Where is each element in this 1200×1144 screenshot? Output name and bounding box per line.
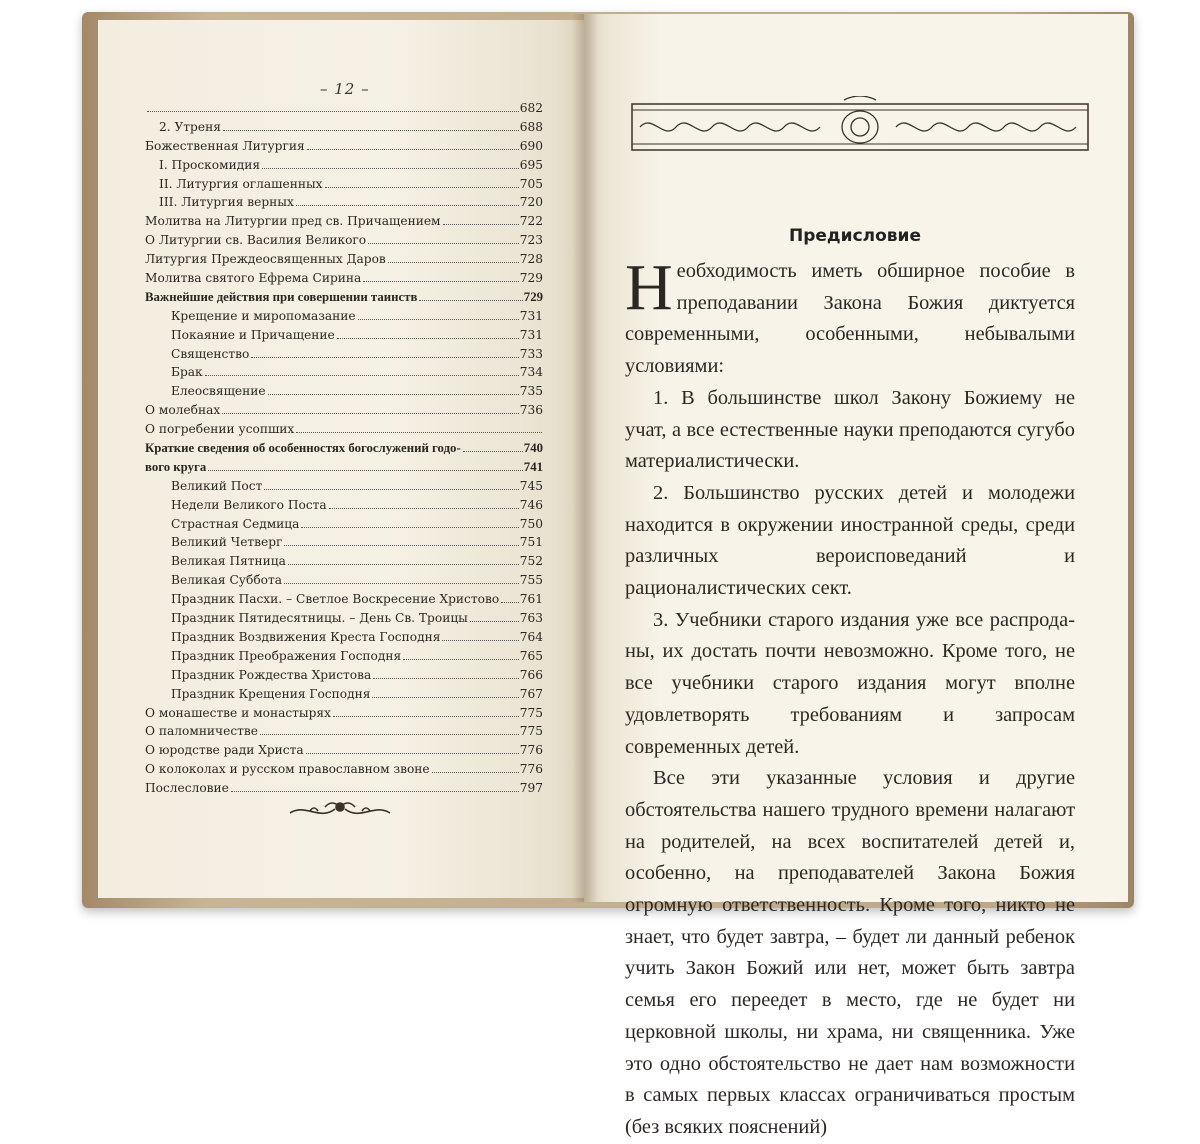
toc-entry-title: Праздник Крещения Господня [171,686,371,701]
toc-leader-dots [329,508,519,509]
ornamental-headband-icon [630,96,1090,156]
toc-entry-page: 723 [519,233,543,248]
toc-entry [145,309,543,328]
toc-entry-page: 776 [519,743,543,758]
toc-entry-title: III. Литургия верных [159,195,294,210]
toc-entry [145,668,543,687]
toc-leader-dots [432,772,519,773]
section-heading: Предисловие [789,226,921,246]
toc-entry [145,422,543,441]
toc-leader-dots [307,149,519,150]
toc-leader-dots [373,678,518,679]
preface-paragraph-2: 1. В большинстве школ Закону Божиему не учат, а все естественные науки преподаются сугубо материалистически. [625,386,1075,473]
toc-entry-title: I. Проскомидия [159,157,261,172]
toc-entry-title: Великая Пятница [171,554,286,569]
toc-entry [145,498,543,517]
toc-leader-dots [268,394,519,395]
toc-entry [145,687,543,706]
toc-entry-title: Праздник Рождества Христова [171,667,372,682]
toc-entry-page: 741 [523,459,543,474]
toc-leader-dots [284,583,519,584]
toc-entry-page: 736 [519,403,543,418]
toc-leader-dots [260,734,519,735]
toc-entry [145,479,543,498]
toc-entry-title: вого круга [145,459,207,474]
toc-entry-page: 775 [519,724,543,739]
toc-entry [145,649,543,668]
toc-leader-dots [296,205,519,206]
toc-entry-page: 776 [519,762,543,777]
preface-paragraph-3: 2. Большинство русских детей и молодежи находится в окружении иностранной среды, среди различных вероисповеданий и рационалистических сект. [625,481,1075,600]
toc-entry-page: 688 [519,119,543,134]
toc-entry-title: Священство [171,346,250,361]
toc-entry-title: Праздник Пятидесятницы. – День Св. Троицы [171,611,468,626]
toc-leader-dots [368,243,519,244]
toc-entry [145,460,543,479]
preface-paragraph-4: 3. Учебники старого издания уже все распроданы, их достать почти невозможно. Кроме того, не все учебники старого издания могут вполне удовлетворять требованиям и запросам современных детей. [625,608,1075,758]
toc-entry [145,158,543,177]
toc-entry [145,101,543,120]
toc-entry-title: Важнейшие действия при совершении таинств [145,289,418,304]
toc-entry-title: Молитва святого Ефрема Сирина [145,271,362,286]
toc-entry [145,271,543,290]
toc-entry-title: Великая Суббота [171,573,282,588]
toc-entry-title: О колоколах и русском православном звоне [145,762,430,777]
toc-entry-page: 729 [523,289,543,304]
toc-entry [145,233,543,252]
toc-entry [145,365,543,384]
toc-entry [145,441,543,460]
toc-entry-page: 731 [519,308,543,323]
toc-entry-title: Послесловие [145,781,229,796]
toc-entry-page: 728 [519,252,543,267]
toc-entry-title: О монашестве и монастырях [145,705,331,720]
toc-leader-dots [251,357,518,358]
toc-entry [145,535,543,554]
toc-entry-title: О молебнах [145,403,221,418]
toc-entry [145,403,543,422]
toc-entry-page: 751 [519,535,543,550]
toc-leader-dots [264,489,518,490]
toc-entry [145,706,543,725]
toc-leader-dots [231,791,519,792]
toc-entry-title: Страстная Седмица [171,516,300,531]
toc-entry-title: Елеосвящение [171,384,266,399]
toc-entry [145,120,543,139]
table-of-contents [145,101,543,800]
toc-entry [145,724,543,743]
preface-paragraph-1: Необходимость иметь обширное пособие в преподавании Закона Божия диктуется современными, особенными, небывалыми условиями: [625,251,1075,378]
toc-leader-dots [262,168,519,169]
toc-entry-title: О паломничестве [145,724,258,739]
toc-entry-title: Великий Пост [171,478,263,493]
toc-entry-title: Литургия Преждеосвященных Даров [145,252,386,267]
toc-leader-dots [337,338,519,339]
toc-entry-page: 720 [519,195,543,210]
toc-entry [145,252,543,271]
toc-leader-dots [388,262,519,263]
toc-entry-page: 775 [519,705,543,720]
toc-leader-dots [205,375,519,376]
toc-entry-title: Великий Четверг [171,535,283,550]
toc-leader-dots [443,224,519,225]
toc-entry-title: 2. Утреня [159,119,221,134]
toc-entry [145,554,543,573]
toc-entry-title: Божественная Литургия [145,138,305,153]
toc-entry-page: 745 [519,478,543,493]
toc-entry-title: Краткие сведения об особенностях богослужений годо- [145,441,461,456]
toc-leader-dots [403,659,519,660]
toc-leader-dots [325,187,519,188]
page-number: – 12 – [320,80,370,98]
toc-entry-title: О Литургии св. Василия Великого [145,233,367,248]
toc-entry-title: Молитва на Литургии пред св. Причащением [145,214,441,229]
toc-entry [145,177,543,196]
toc-entry-page: 746 [519,497,543,512]
toc-entry [145,139,543,158]
toc-entry-page: 765 [519,648,543,663]
toc-entry-title: Покаяние и Причащение [171,327,335,342]
toc-leader-dots [147,111,519,112]
toc-leader-dots [358,319,519,320]
toc-entry [145,290,543,309]
toc-entry [145,762,543,781]
drop-cap: Н [625,251,673,324]
toc-entry-page: 764 [519,629,543,644]
toc-leader-dots [372,697,518,698]
toc-leader-dots [223,130,519,131]
toc-leader-dots [208,470,523,471]
toc-entry-title: II. Литургия оглашенных [159,176,323,191]
toc-leader-dots [501,602,519,603]
toc-entry [145,592,543,611]
toc-entry-title: Крещение и миропомазание [171,308,356,323]
toc-entry-page: 766 [519,667,543,682]
toc-entry-page: 750 [519,516,543,531]
toc-entry [145,214,543,233]
toc-entry-title: Праздник Воздвижения Креста Господня [171,629,441,644]
toc-entry-title: О юродстве ради Христа [145,743,304,758]
toc-entry-title: Недели Великого Поста [171,497,327,512]
toc-leader-dots [442,640,518,641]
toc-entry [145,630,543,649]
toc-leader-dots [333,716,519,717]
toc-entry [145,743,543,762]
toc-entry-page: 735 [519,384,543,399]
toc-entry-page: 731 [519,327,543,342]
toc-entry-page: 722 [519,214,543,229]
toc-entry [145,347,543,366]
toc-leader-dots [470,621,519,622]
toc-entry-page: 740 [523,441,543,456]
toc-entry [145,384,543,403]
toc-entry-page: 763 [519,611,543,626]
toc-entry-page: 733 [519,346,543,361]
toc-entry-title: Брак [171,365,203,380]
preface-paragraph-5: Все эти указанные условия и другие обстоятельства нашего трудного времени налагают на родителей, на всех воспитателей детей и, особенно, на преподавателей Закона Божия огромную ответственность. Кроме того, никто не знает, что будет завтра, – будет ли данный ребенок учить Закон Божий или нет, может быть завтра семья его переедет в место, где не будет ни церковной школы, ни храма, ни священника. Уже это одно обстоятельство не дает нам возможности в самых первых классах ограничиваться простым (без всяких пояснений) [625,767,1075,1138]
toc-leader-dots [463,451,523,452]
toc-entry-page: 690 [519,138,543,153]
toc-entry-page: 729 [519,271,543,286]
toc-entry-page: 761 [519,592,543,607]
toc-entry-page: 705 [519,176,543,191]
toc-entry-page: 682 [519,101,543,115]
toc-entry [145,195,543,214]
toc-leader-dots [296,432,542,433]
toc-entry-page: 752 [519,554,543,569]
toc-leader-dots [288,564,519,565]
toc-entry-page: 767 [519,686,543,701]
toc-entry [145,517,543,536]
toc-leader-dots [301,527,518,528]
toc-entry-page: 797 [519,781,543,796]
toc-entry-title: Праздник Пасхи. – Светлое Воскресение Христово [171,592,500,607]
book-spine [572,14,598,902]
ornament-divider-icon [280,795,400,825]
toc-entry-title: Праздник Преображения Господня [171,648,402,663]
toc-leader-dots [284,545,518,546]
toc-entry [145,573,543,592]
toc-entry-page: 695 [519,157,543,172]
toc-entry-page: 734 [519,365,543,380]
toc-entry-page: 755 [519,573,543,588]
toc-leader-dots [306,753,519,754]
preface-body [625,251,1075,1144]
toc-entry-title: О погребении усопших [145,422,295,437]
toc-leader-dots [363,281,518,282]
toc-entry [145,611,543,630]
toc-leader-dots [222,413,518,414]
toc-entry [145,328,543,347]
toc-leader-dots [419,300,522,301]
